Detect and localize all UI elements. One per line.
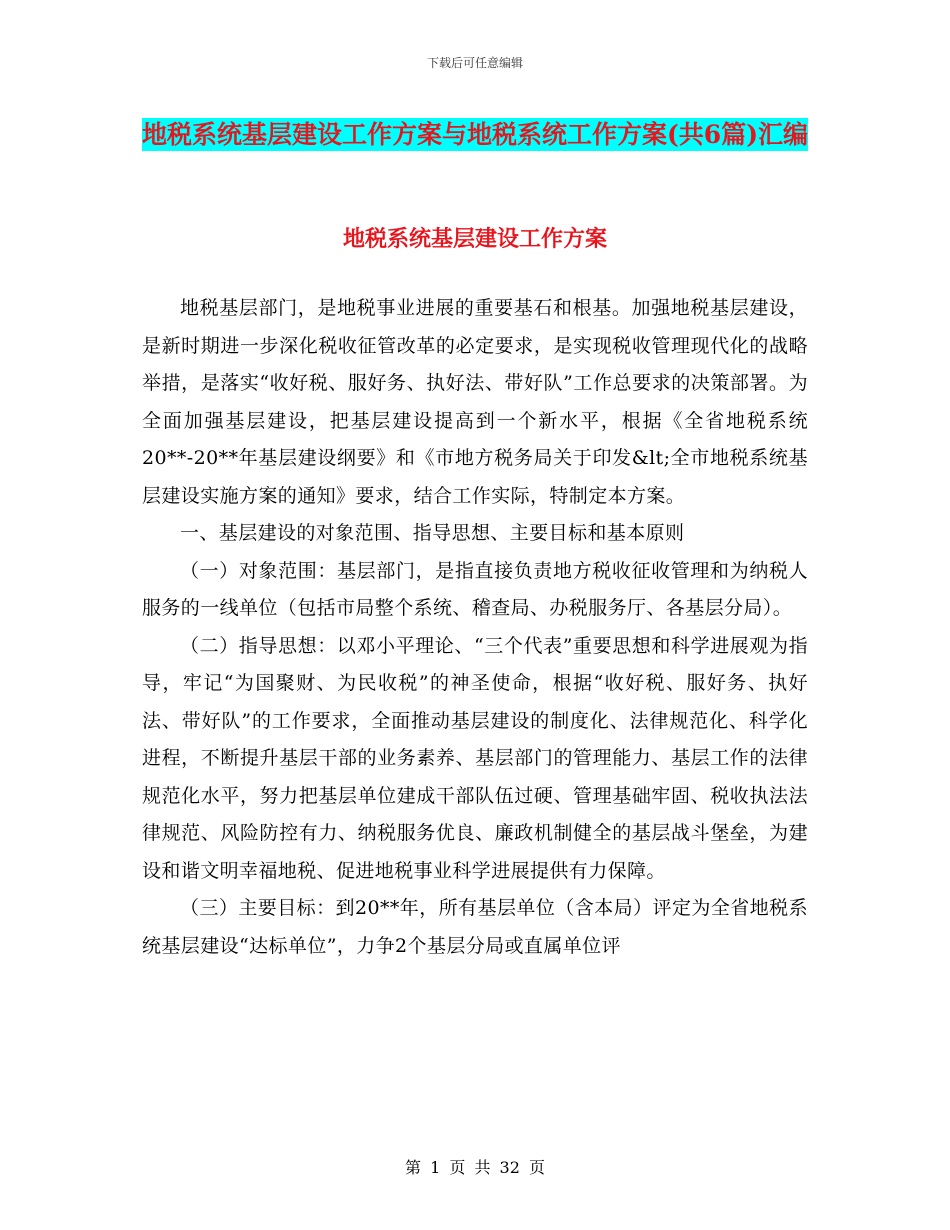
paragraph: （二）指导思想：以邓小平理论、“三个代表”重要思想和科学进展观为指导，牢记“为国聚财、为民收税”的神圣使命，根据“收好税、服好务、执好法、带好队”的工作要求，全面推动基层建设的制度化、法律规范化、科学化进程，不断提升基层干部的业务素养、基层部门的管理能力、基层工作的法律规范化水平，努力把基层单位建成干部队伍过硬、管理基础牢固、税收执法法律规范、风险防控有力、纳税服务优良、廉政机制健全的基层战斗堡垒，为建设和谐文明幸福地税、促进地税事业科学进展提供有力保障。 [142, 634, 808, 882]
paragraph: 一、基层建设的对象范围、指导思想、主要目标和基本原则 [180, 522, 685, 544]
paragraph: （三）主要目标：到20**年，所有基层单位（含本局）评定为全省地税系统基层建设“达标单位”，力争2个基层分局或直属单位评 [142, 897, 808, 957]
paragraph: （一）对象范围：基层部门，是指直接负责地方税收征收管理和为纳税人服务的一线单位（包括市局整个系统、稽查局、办税服务厅、各基层分局）。 [142, 559, 808, 619]
paragraph: 地税基层部门，是地税事业进展的重要基石和根基。加强地税基层建设，是新时期进一步深化税收征管改革的必定要求，是实现税收管理现代化的战略举措，是落实“收好税、服好务、执好法、带好队”工作总要求的决策部署。为全面加强基层建设，把基层建设提高到一个新水平，根据《全省地税系统20**-20**年基层建设纲要》和《市地方税务局关于印发&lt;全市地税系统基层建设实施方案的通知》要求，结合工作实际，特制定本方案。 [142, 297, 808, 507]
page-number-footer: 第 1 页 共 32 页 [405, 1158, 545, 1177]
section-title: 地税系统基层建设工作方案 [342, 226, 607, 252]
document-title [140, 110, 810, 160]
header-note: 下载后可任意编辑 [426, 56, 523, 70]
document-title-text: 地税系统基层建设工作方案与地税系统工作方案(共6篇)汇编 [141, 120, 809, 149]
document-body [142, 290, 808, 965]
